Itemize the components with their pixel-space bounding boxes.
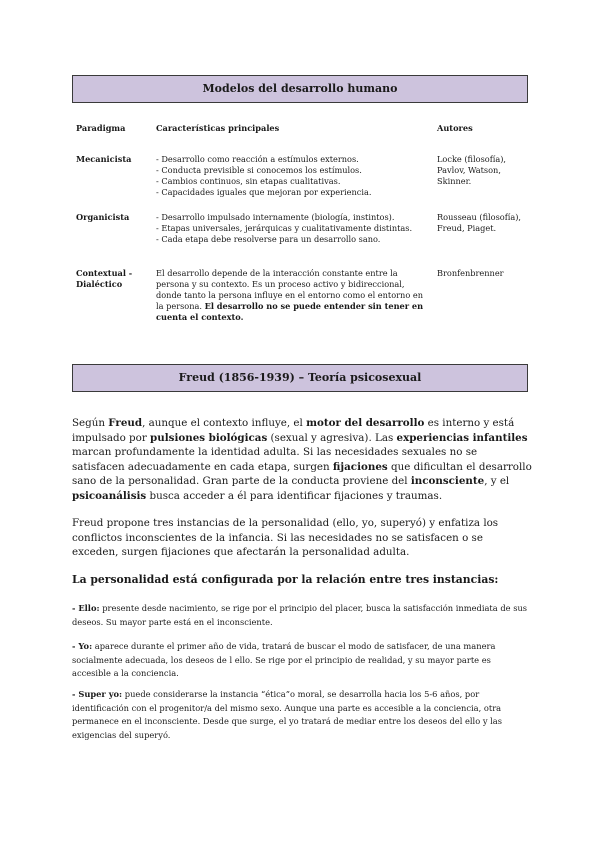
text-run: Según xyxy=(72,417,109,429)
text-run: (sexual y agresiva). Las xyxy=(267,431,397,444)
keyword-inconsciente: inconsciente xyxy=(410,475,485,487)
list-item: - Desarrollo impulsado internamente (biología, instintos). xyxy=(156,212,395,222)
header-authors: Autores xyxy=(437,123,473,133)
list-item: - Etapas universales, jerárquicas y cualitativamente distintas. xyxy=(156,223,413,233)
list-item: - Cada etapa debe resolverse para un desarrollo sano. xyxy=(156,234,381,244)
characteristics-list xyxy=(156,154,424,198)
section-title-freud: Freud (1856-1939) – Teoría psicosexual xyxy=(72,364,528,392)
instance-text: presente desde nacimiento, se rige por el principio del placer, busca la satisfacción inmediata de sus deseos. Su mayor parte está en el inconsciente. xyxy=(72,603,528,627)
instance-label: - Ello: xyxy=(72,603,100,613)
paradigm-name: Organicista xyxy=(76,212,130,222)
instance-yo xyxy=(72,640,530,681)
authors-text: Locke (filosofía), Pavlov, Watson, Skinner. xyxy=(437,154,507,186)
header-characteristics: Características principales xyxy=(156,123,280,133)
instance-text: puede considerarse la instancia “ética”o moral, se desarrolla hacia los 5-6 años, por identificación con el progenitor/a del mismo sexo. Aunque una parte es accesible a la conciencia, otra permanece en el inconsciente. Desde que surge, el yo tratará de mediar entre los deseos del ello y las exigencias del superyó. xyxy=(72,689,503,740)
keyword-freud: Freud xyxy=(108,417,143,429)
paradigm-name: Mecanicista xyxy=(76,154,132,164)
list-item: - Desarrollo como reacción a estímulos externos. xyxy=(156,154,359,164)
text-run: , aunque el contexto influye, el xyxy=(142,417,307,429)
instance-ello xyxy=(72,602,530,629)
freud-paragraph-1 xyxy=(72,416,532,503)
instance-label: - Yo: xyxy=(72,641,93,651)
keyword-experiencias: experiencias infantiles xyxy=(396,431,528,444)
text-run: marcan profundamente la identidad adulta. Si las necesidades sexuales no se satisfacen adecuadamente en cada etapa, surgen xyxy=(72,446,478,473)
instance-label: - Super yo: xyxy=(72,689,123,699)
list-item: - Capacidades iguales que mejoran por experiencia. xyxy=(156,187,372,197)
freud-paragraph-2: Freud propone tres instancias de la personalidad (ello, yo, superyó) y enfatiza los conflictos inconscientes de la infancia. Si las necesidades no se satisfacen o se exceden, surgen fijaciones que afectarán la personalidad adulta. xyxy=(72,517,499,558)
keyword-psicoanalisis: psicoanálisis xyxy=(72,489,147,502)
instances-subheading: La personalidad está configurada por la relación entre tres instancias: xyxy=(72,573,499,586)
authors-text: Bronfenbrenner xyxy=(437,268,504,278)
keyword-pulsiones: pulsiones biológicas xyxy=(150,431,268,444)
keyword-motor: motor del desarrollo xyxy=(306,417,425,429)
paradigm-name: Contextual - Dialéctico xyxy=(76,268,133,289)
authors-text: Rousseau (filosofía), Freud, Piaget. xyxy=(437,212,522,233)
list-item: - Cambios continuos, sin etapas cualitativas. xyxy=(156,176,341,186)
header-paradigm: Paradigma xyxy=(76,123,126,133)
characteristics-emphasis: El desarrollo no se puede entender sin tener en cuenta el contexto. xyxy=(156,301,424,322)
text-run: , y el xyxy=(484,475,510,487)
section-title-models: Modelos del desarrollo humano xyxy=(72,75,528,103)
text-run: que dificultan el desarrollo sano de la personalidad. Gran parte de la conducta proviene del xyxy=(72,460,532,487)
text-run: es interno y está impulsado por xyxy=(72,417,515,444)
list-item: - Conducta previsible si conocemos los estímulos. xyxy=(156,165,362,175)
characteristics-paragraph xyxy=(156,268,424,323)
text-run: busca acceder a él para identificar fijaciones y traumas. xyxy=(146,489,443,502)
characteristics-text: El desarrollo depende de la interacción constante entre la persona y su contexto. Es un proceso activo y bidireccional, donde tanto la persona influye en el entorno como el entorno en la persona. xyxy=(156,268,423,311)
keyword-fijaciones: fijaciones xyxy=(332,460,388,473)
instance-text: aparece durante el primer año de vida, tratará de buscar el modo de satisfacer, de una manera socialmente adecuada, los deseos de l ello. Se rige por el principio de realidad, y su mayor parte es accesible a la conciencia. xyxy=(72,641,496,678)
characteristics-list xyxy=(156,212,424,245)
instance-superyo xyxy=(72,688,530,742)
